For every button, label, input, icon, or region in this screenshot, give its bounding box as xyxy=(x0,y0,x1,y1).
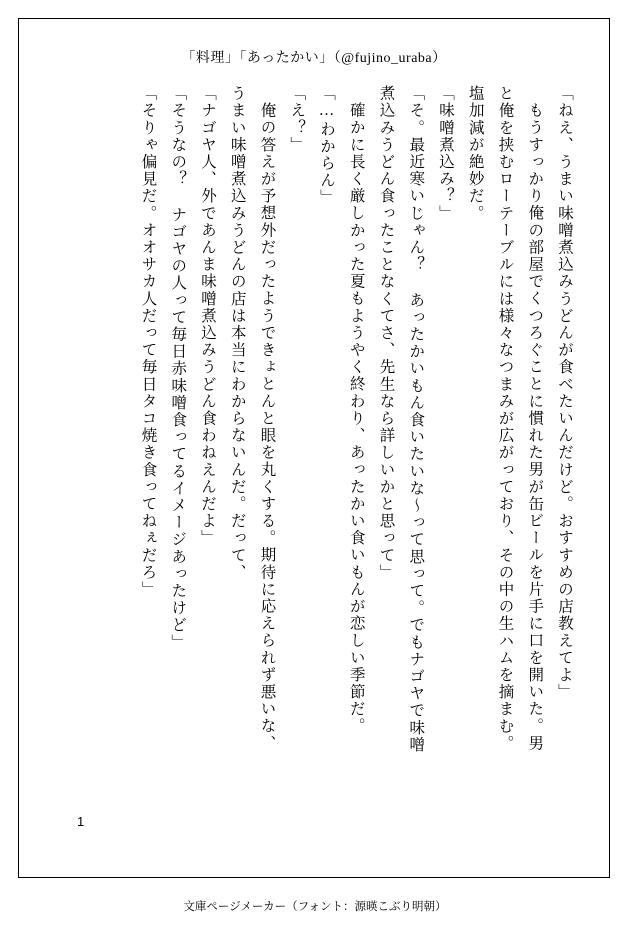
text-line: 俺の答えが予想外だったようできょとんと眼を丸くする。期待に応えられず悪いな、 xyxy=(258,102,276,752)
text-line: と俺を挟むローテーブルには様々なつまみが広がっており、その中の生ハムを摘まむ。 xyxy=(496,85,514,752)
text-line: もうすっかり俺の部屋でくつろぐことに慣れた男が缶ビールを片手に口を開いた。男 xyxy=(526,102,544,752)
footer-credit: 文庫ページメーカー（フォント：源暎こぶり明朝） xyxy=(183,901,447,913)
text-line: 煮込みうどん食ったことなくてさ、先生なら詳しいかと思って」 xyxy=(377,85,395,581)
text-line: 「…わからん」 xyxy=(318,85,335,207)
text-line: 「ねえ、うまい味噌煮込みうどんが食べたいんだけど。おすすめの店教えてよ」 xyxy=(556,85,573,701)
story-body xyxy=(49,85,579,785)
story-header: 「料理」「あったかい」（@fujino_uraba） xyxy=(181,51,447,66)
page-number: 1 xyxy=(77,814,85,829)
text-line: 「そうなの？ ナゴヤの人って毎日赤味噌食ってるイメージあったけど」 xyxy=(169,85,187,651)
text-line: 「え？」 xyxy=(288,85,306,154)
text-line: 「そりゃ偏見だ。オオサカ人だって毎日タコ焼き食ってねぇだろ」 xyxy=(139,85,157,598)
text-line: 塩加減が絶妙だ。 xyxy=(466,85,484,222)
text-line: 確かに長く厳しかった夏もようやく終わり、あったかい食いもんが恋しい季節だ。 xyxy=(347,102,365,735)
text-line: 「そ。最近寒いじゃん？ あったかいもん食いたいな～って思って。でもナゴヤで味噌 xyxy=(407,85,425,754)
text-line: 「味噌煮込み？」 xyxy=(437,85,454,222)
text-line: 「ナゴヤ人、外であんま味噌煮込みうどん食わねえんだよ」 xyxy=(199,85,216,547)
page-frame xyxy=(18,18,610,878)
text-line: うまい味噌煮込みうどんの店は本当にわからないんだ。だって、 xyxy=(228,85,246,581)
